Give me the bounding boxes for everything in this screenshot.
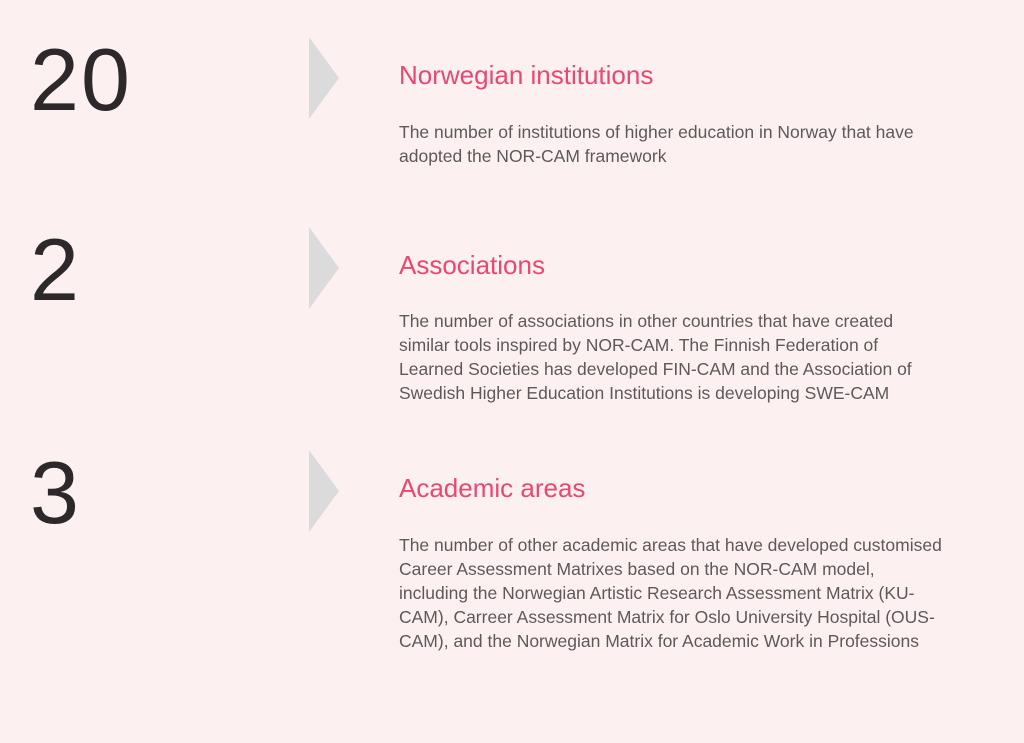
stat-text-block [341,36,984,168]
stat-title: Associations [399,249,545,280]
stat-value: 2 [30,219,81,319]
stat-value: 3 [30,443,81,542]
stat-text-block [341,226,984,406]
stat-text-block [341,449,984,653]
stat-title: Academic areas [399,473,586,503]
stat-row [0,443,984,653]
arrow-right-icon [309,37,339,119]
arrow-right-icon [309,227,339,309]
stat-description: The number of other academic areas that have developed customised Career Assessment Matrixes based on the NOR-CAM model, including the Norwegian Artistic Research Assessment Matrix (KU-CAM), Carreer Assessment Matrix for Oslo University Hospital (OUS-CAM), and the Norwegian Matrix for Academic Work in Professions [399,534,942,651]
stat-description: The number of institutions of higher education in Norway that have adopted the NOR-CAM framework [399,121,914,166]
stat-description: The number of associations in other countries that have created similar tools inspired by NOR-CAM. The Finnish Federation of Learned Societies has developed FIN-CAM and the Association of Swedish Higher Education Institutions is developing SWE-CAM [399,311,912,403]
arrow-right-icon [309,450,339,532]
stat-value: 20 [30,30,132,129]
stat-row [0,30,984,168]
stat-title: Norwegian institutions [399,60,654,90]
stat-row [0,219,984,406]
